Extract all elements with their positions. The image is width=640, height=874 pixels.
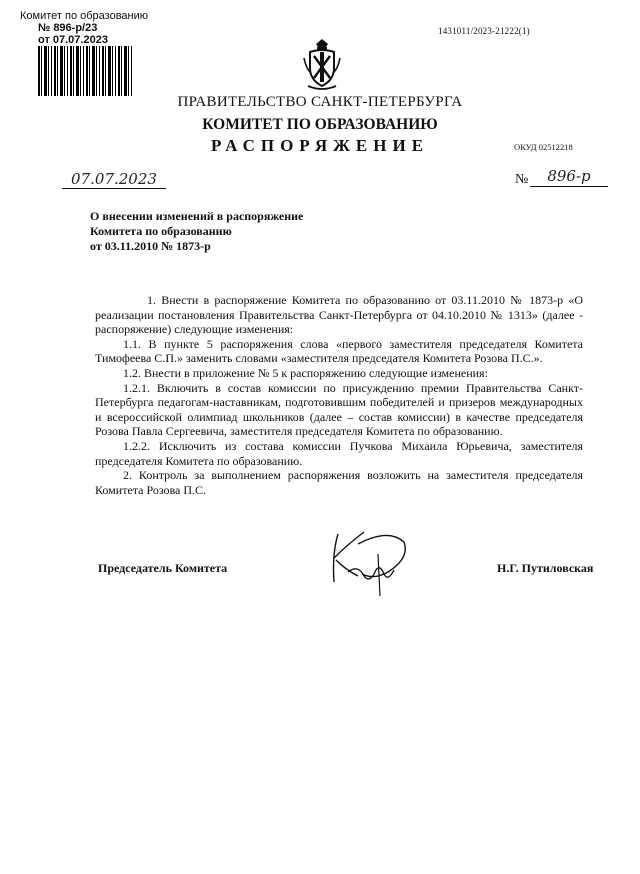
stamp-line-number: № 896-р/23: [38, 22, 98, 34]
document-number: 896-р: [530, 166, 608, 187]
stamp-line-date: от 07.07.2023: [38, 34, 108, 46]
paragraph: 1.2.2. Исключить из состава комиссии Пучкова Михаила Юрьевича, заместителя председателя Комитета по образованию.: [95, 438, 583, 468]
stamp-line-organization: Комитет по образованию: [20, 10, 148, 22]
coat-of-arms-icon: [302, 38, 342, 92]
registration-number: 1431011/2023-21222(1): [438, 26, 530, 36]
committee-title: КОМИТЕТ ПО ОБРАЗОВАНИЮ: [202, 116, 438, 133]
document-subject: [90, 209, 390, 254]
government-title: ПРАВИТЕЛЬСТВО САНКТ-ПЕТЕРБУРГА: [177, 94, 463, 110]
barcode: [38, 46, 134, 96]
paragraph: 1. Внести в распоряжение Комитета по образованию от 03.11.2010 № 1873-р «О реализации постановления Правительства Санкт-Петербурга от 04.10.2010 № 1313» (далее - распоряжение) следующие изменения:: [95, 293, 583, 337]
subject-line: Комитета по образованию: [90, 224, 232, 238]
document-date: 07.07.2023: [62, 170, 166, 189]
paragraph: 2. Контроль за выполнением распоряжения возложить на заместителя председателя Комитета Розова П.С.: [95, 468, 583, 497]
document-type: РАСПОРЯЖЕНИЕ: [210, 136, 430, 155]
subject-line: от 03.11.2010 № 1873-р: [90, 239, 211, 253]
document-body: [95, 293, 583, 497]
paragraph: 1.2.1. Включить в состав комиссии по присуждению премии Правительства Санкт-Петербурга педагогам-наставникам, подготовившим победителей и призеров международных и всероссийской олимпиад школьников (далее – состав комиссии) в качестве председателя Розова Павла Сергеевича, заместителя председателя Комитета по образованию.: [95, 380, 583, 439]
handwritten-signature: [318, 524, 414, 600]
registration-stamp: [20, 10, 150, 46]
signatory-name: Н.Г. Путиловская: [497, 561, 594, 575]
signatory-title: Председатель Комитета: [98, 561, 228, 575]
number-label: №: [515, 172, 529, 187]
paragraph: 1.1. В пункте 5 распоряжения слова «первого заместителя председателя Комитета Тимофеева С.П.» заменить словами «заместителя председателя Комитета Розова П.С.».: [95, 336, 583, 366]
subject-line: О внесении изменений в распоряжение: [90, 209, 304, 223]
paragraph: 1.2. Внести в приложение № 5 к распоряжению следующие изменения:: [123, 365, 488, 380]
okud-code: ОКУД 02512218: [514, 142, 573, 152]
